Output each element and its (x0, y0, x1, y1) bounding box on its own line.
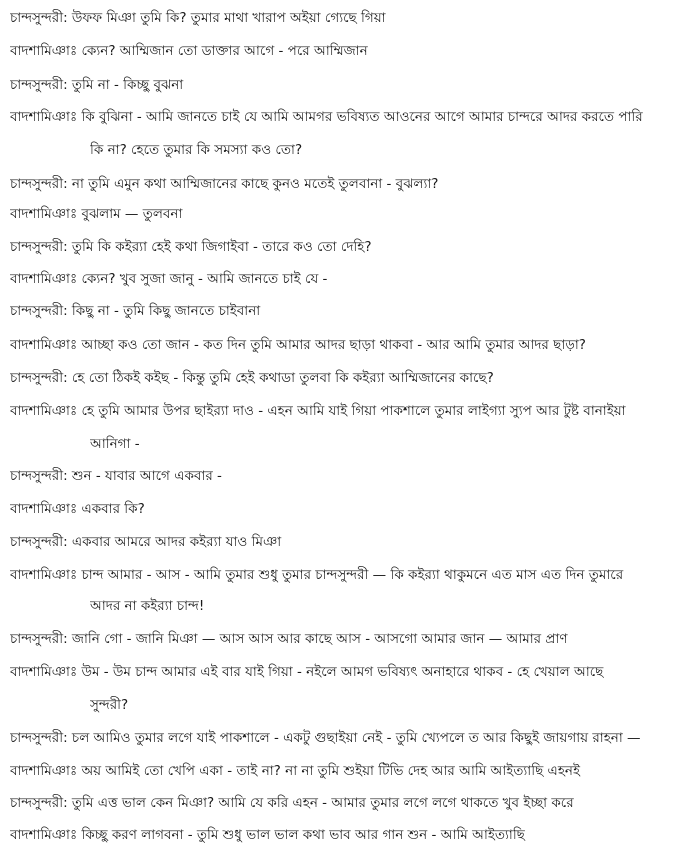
dialogue-line-continuation: আনিগা - (90, 436, 140, 452)
dialogue-line: চান্দসুন্দরী: শুন - যাবার আগে একবার - (10, 468, 222, 484)
dialogue-line: বাদশামিঞাঃ অয় আমিই তো খেপি একা - তাই না? না না তুমি শুইয়া টিভি দেহ আর আমি আইত্যাছি এহনই (10, 763, 580, 779)
dialogue-line: চান্দসুন্দরী: তুমি এত্ত ভাল কেন মিঞা? আমি যে করি এহন - আমার তুমার লগে লগে থাকতে খুব ইচ্ছা করে (10, 795, 574, 811)
dialogue-line: চান্দসুন্দরী: উফফ মিঞা তুমি কি? তুমার মাথা খারাপ অইয়া গ্যেছে গিয়া (10, 10, 386, 26)
dialogue-line: বাদশামিঞাঃ চান্দ আমার - আস - আমি তুমার শুধু তুমার চান্দসুন্দরী — কি কইর‍্যা থাকুমনে এত মাস এত দিন তুমারে (10, 567, 624, 583)
dialogue-line: বাদশামিঞাঃ ক্যেন? আম্মিজান তো ডাক্তার আগে - পরে আম্মিজান (10, 43, 368, 59)
dialogue-line-continuation: সুন্দরী? (90, 697, 129, 713)
dialogue-line: বাদশামিঞাঃ উম - উম চান্দ আমার এই বার যাই গিয়া - নইলে আমগ ভবিষ্যৎ অনাহারে থাকব - হে খেয়াল আছে (10, 664, 604, 680)
dialogue-line: চান্দসুন্দরী: জানি গো - জানি মিঞা — আস আস আর কাছে আস - আসগো আমার জান — আমার প্রাণ (10, 631, 568, 647)
dialogue-line: বাদশামিঞাঃ কি বুঝিনা - আমি জানতে চাই যে আমি আমগর ভবিষ্যত আওনের আগে আমার চান্দরে আদর করতে পারি (10, 109, 643, 125)
dialogue-line: বাদশামিঞাঃ কিচ্ছু করণ লাগবনা - তুমি শুধু ভাল ভাল কথা ভাব আর গান শুন - আমি আইত্যাছি (10, 827, 525, 843)
dialogue-line: বাদশামিঞাঃ ক্যেন? খুব সুজা জানু - আমি জানতে চাই যে - (10, 271, 328, 287)
dialogue-line: চান্দসুন্দরী: হে তো ঠিকই কইছ - কিন্তু তুমি হেই কথাডা তুলবা কি কইর‍্যা আম্মিজানের কাছে? (10, 370, 494, 386)
dialogue-line: চান্দসুন্দরী: তুমি কি কইর‍্যা হেই কথা জিগাইবা - তারে কও তো দেহি? (10, 239, 372, 255)
dialogue-line: বাদশামিঞাঃ একবার কি? (10, 501, 145, 517)
dialogue-line: চান্দসুন্দরী: কিছু না - তুমি কিছু জানতে চাইবানা (10, 303, 261, 319)
dialogue-line: বাদশামিঞাঃ আচ্ছা কও তো জান - কত দিন তুমি আমার আদর ছাড়া থাকবা - আর আমি তুমার আদর ছাড়া? (10, 337, 586, 353)
dialogue-line: চান্দসুন্দরী: তুমি না - কিচ্ছু বুঝনা (10, 77, 184, 93)
dialogue-line: বাদশামিঞাঃ বুঝলাম — তুলবনা (10, 206, 183, 222)
dialogue-line: বাদশামিঞাঃ হে তুমি আমার উপর ছাইর‍্যা দাও - এহন আমি যাই গিয়া পাকশালে তুমার লাইগ্যা স্যুপ আর টুষ্ট বানাইয়া (10, 403, 626, 419)
dialogue-line: চান্দসুন্দরী: একবার আমরে আদর কইর‍্যা যাও মিঞা (10, 534, 282, 550)
dialogue-line-continuation: কি না? হেতে তুমার কি সমস্যা কও তো? (90, 142, 303, 158)
dialogue-line: চান্দসুন্দরী: চল আমিও তুমার লগে যাই পাকশালে - একটু গুছাইয়া নেই - তুমি খ্যেপলে ত আর কিছুই জায়গায় রাহনা — (10, 730, 641, 746)
dialogue-line: চান্দসুন্দরী: না তুমি এমুন কথা আম্মিজানের কাছে কুনও মতেই তুলবানা - বুঝল্যা? (10, 176, 439, 192)
dialogue-line-continuation: আদর না কইর‍্যা চান্দ! (90, 598, 205, 614)
